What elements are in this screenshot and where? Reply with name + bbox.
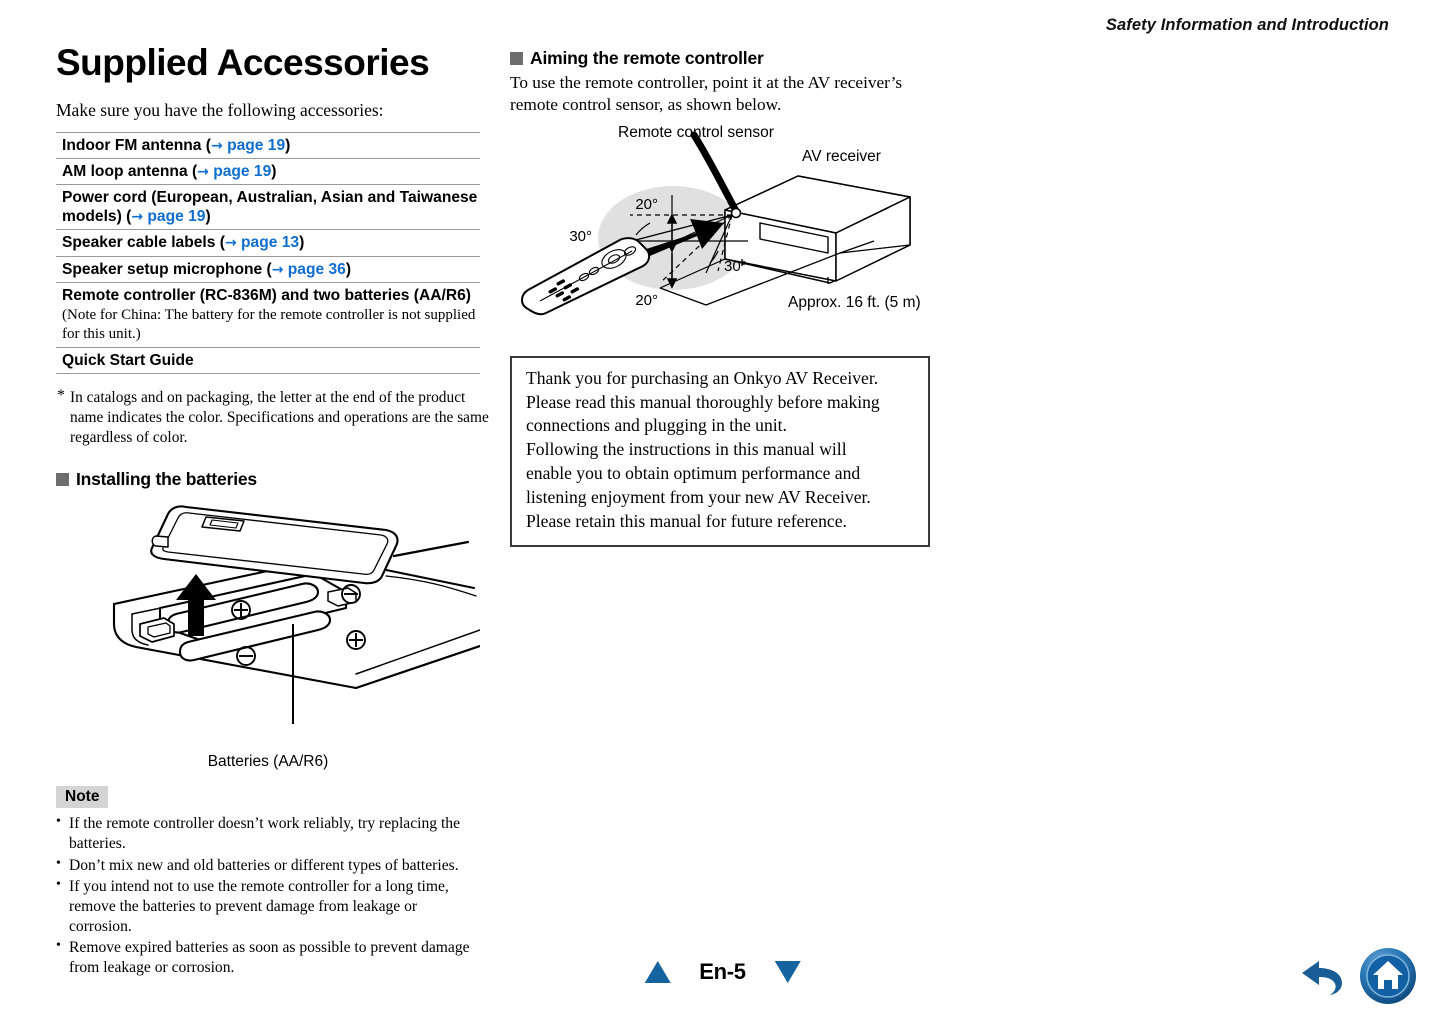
note-block — [56, 786, 480, 979]
page-link-text: page 13 — [236, 234, 300, 252]
right-column — [510, 48, 940, 547]
distance-label: Approx. 16 ft. (5 m) — [788, 293, 921, 311]
accessory-row — [56, 185, 480, 230]
note-item: • If you intend not to use the remote controller for a long time, remove the batteries to prevent damage from leakage or corrosion. — [56, 877, 480, 937]
page-link[interactable] — [197, 163, 271, 180]
accessory-label — [62, 136, 480, 155]
aiming-paragraph: To use the remote controller, point it at the AV receiver’s remote control sensor, as shown below. — [510, 73, 903, 115]
arrow-right-icon: → — [197, 163, 209, 180]
accessory-row — [56, 133, 480, 159]
bottom-navigation — [0, 957, 1445, 1001]
accessory-label — [62, 260, 480, 279]
accessories-table — [56, 132, 480, 374]
sensor-point — [732, 208, 741, 217]
square-bullet-icon — [510, 52, 523, 65]
angle-right-label: 30° — [724, 257, 747, 275]
intro-text: Make sure you have the following accessories: — [56, 99, 384, 120]
accessory-label — [62, 162, 480, 181]
aiming-diagram-figure — [510, 123, 940, 328]
thank-you-line: Please retain this manual for future reference. — [526, 511, 847, 532]
aiming-heading-text: Aiming the remote controller — [530, 48, 764, 68]
triangle-up-icon[interactable] — [644, 961, 670, 983]
accessory-row — [56, 283, 480, 348]
thank-you-line: Following the instructions in this manual will — [526, 439, 847, 460]
note-badge: Note — [56, 786, 108, 809]
accessory-close-paren: ) — [205, 208, 211, 226]
square-bullet-icon — [56, 473, 69, 486]
arrow-right-icon: → — [211, 137, 223, 154]
thank-you-line: connections and plugging in the unit. — [526, 415, 787, 436]
page-navigation — [644, 959, 800, 985]
thank-you-line: Thank you for purchasing an Onkyo AV Receiver. — [526, 367, 879, 388]
page-link-text: page 19 — [143, 208, 206, 226]
accessory-row — [56, 257, 480, 283]
page-link-text: page 19 — [208, 162, 272, 180]
accessory-text: AM loop antenna ( — [62, 162, 198, 180]
angle-top-label: 20° — [635, 195, 658, 213]
arrow-right-icon: → — [131, 209, 144, 226]
navigation-buttons — [1297, 947, 1417, 1005]
accessory-row — [56, 348, 480, 374]
footnote-marker: * — [57, 386, 65, 404]
note-item: • If the remote controller doesn’t work reliably, try replacing the batteries. — [56, 814, 480, 854]
accessory-text: Indoor FM antenna ( — [62, 136, 211, 154]
battery-installation-figure — [56, 496, 480, 770]
accessory-label: Quick Start Guide — [62, 351, 194, 369]
accessory-label: Remote controller (RC-836M) and two batteries (AA/R6) — [62, 286, 471, 304]
accessory-close-paren: ) — [271, 162, 277, 180]
note-item: • Don’t mix new and old batteries or different types of batteries. — [56, 856, 480, 876]
accessory-label — [62, 233, 480, 252]
accessory-row — [56, 230, 480, 256]
thank-you-line: enable you to obtain optimum performance and — [526, 463, 861, 484]
accessory-close-paren: ) — [285, 136, 291, 154]
accessory-close-paren: ) — [299, 234, 305, 252]
footnote-text: In catalogs and on packaging, the letter at the end of the product name indicates the color. Specifications and operations are the same regardless of color. — [70, 388, 489, 447]
left-column — [56, 42, 489, 979]
accessory-text: Power cord (European, Australian, Asian and Taiwanese models) ( — [62, 189, 478, 226]
accessory-row — [56, 159, 480, 185]
battery-figure-caption: Batteries (AA/R6) — [207, 752, 329, 770]
angle-left-label: 30° — [569, 227, 592, 245]
thank-you-box — [510, 356, 930, 547]
receiver-label: AV receiver — [802, 147, 881, 165]
page-link[interactable] — [225, 234, 299, 251]
footnote — [56, 388, 490, 449]
page-number: En-5 — [699, 959, 746, 984]
running-header: Safety Information and Introduction — [1105, 16, 1389, 34]
home-icon[interactable] — [1359, 947, 1417, 1005]
page-link-text: page 36 — [283, 260, 346, 278]
accessory-text: Speaker cable labels ( — [62, 234, 225, 252]
angle-bottom-label: 20° — [635, 291, 658, 309]
battery-installation-drawing — [56, 496, 480, 746]
thank-you-line: listening enjoyment from your new AV Receiver. — [526, 487, 871, 508]
page-link[interactable] — [131, 208, 205, 225]
page-link[interactable] — [272, 261, 346, 278]
page-title: Supplied Accessories — [56, 42, 430, 83]
accessory-label — [62, 188, 480, 226]
accessory-close-paren: ) — [345, 260, 352, 278]
installing-batteries-heading — [56, 469, 480, 490]
arrow-right-icon: → — [271, 261, 284, 278]
accessory-text: Speaker setup microphone ( — [62, 260, 272, 278]
accessory-subnote: (Note for China: The battery for the remote controller is not supplied for this unit.) — [62, 307, 476, 342]
thank-you-line: Please read this manual thoroughly before making — [526, 391, 880, 412]
page-link[interactable] — [211, 137, 285, 154]
note-list — [56, 814, 480, 978]
arrow-right-icon: → — [224, 235, 237, 252]
aiming-heading — [510, 48, 940, 69]
triangle-down-icon[interactable] — [775, 961, 801, 983]
installing-batteries-heading-text: Installing the batteries — [76, 468, 257, 489]
aiming-diagram-drawing — [510, 123, 940, 328]
sensor-label: Remote control sensor — [618, 123, 774, 141]
note-item: • Remove expired batteries as soon as possible to prevent damage from leakage or corrosion. — [56, 938, 480, 978]
page-link-text: page 19 — [222, 136, 286, 154]
back-arrow-icon[interactable] — [1297, 953, 1349, 999]
